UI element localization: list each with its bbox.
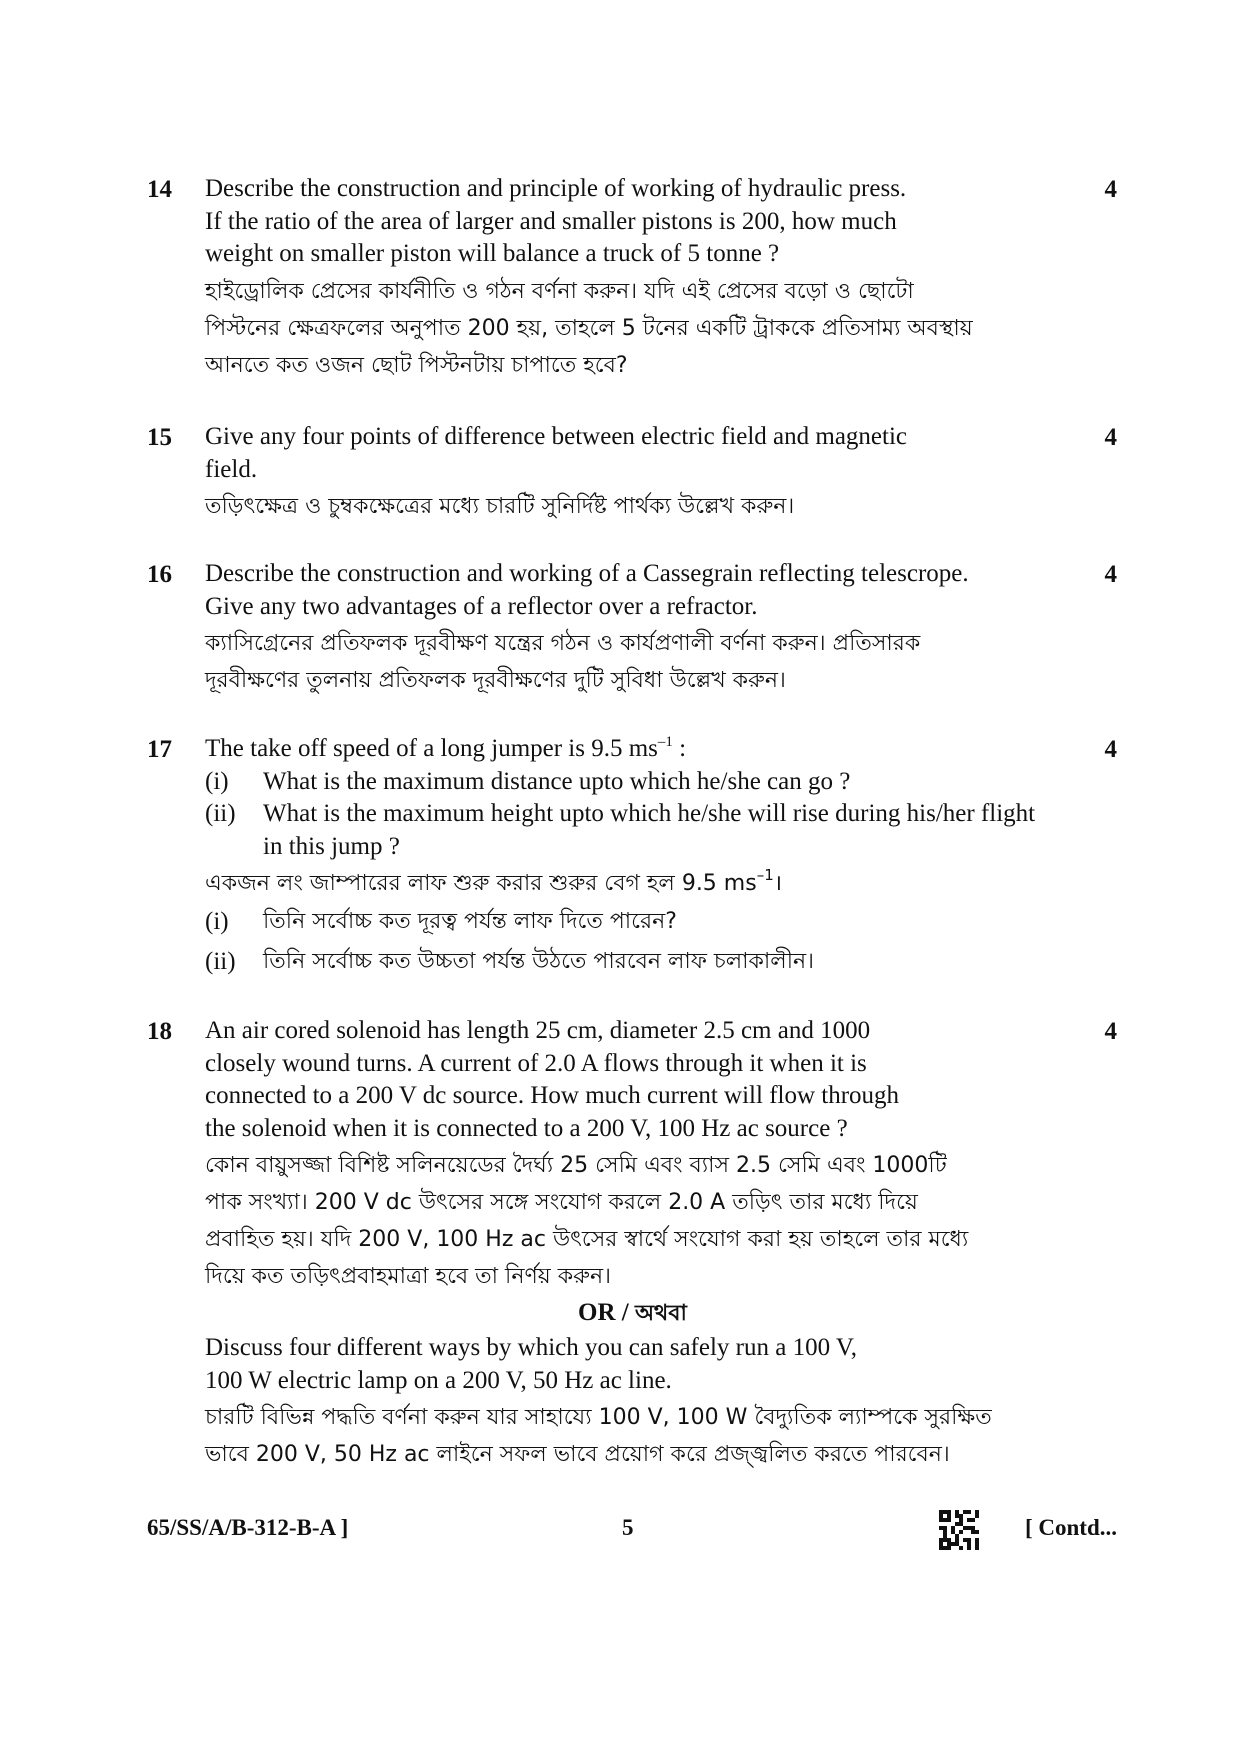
sub-question-bn: [205, 902, 1060, 942]
sub-question-label: (ii): [205, 800, 236, 827]
continued-label: [ Contd...: [1024, 1515, 1117, 1540]
question-intro-en: The take off speed of a long jumper is 9.5 $ms^{-1}$ :: [205, 734, 687, 762]
question-text-bn-line: পাক সংখ্যা। 200 V dc উৎসের সঙ্গে সংযোগ করলে 2.0 A তড়িৎ তার মধ্যে দিয়ে: [205, 1190, 918, 1215]
question-text-en-line: An air cored solenoid has length 25 cm, diameter 2.5 cm and 1000: [205, 1017, 871, 1044]
qr-code-icon: [939, 1510, 979, 1550]
question-text-en-line: If the ratio of the area of larger and smaller pistons is 200, how much: [205, 207, 897, 235]
question-text-bn-line: কোন বায়ুসজ্জা বিশিষ্ট সলিনয়েডের দৈর্ঘ্য 25 সেমি এবং ব্যাস 2.5 সেমি এবং 1000টি: [205, 1153, 947, 1178]
question-number: 15: [147, 424, 172, 451]
sub-question-label: (ii): [205, 948, 236, 975]
sub-question: [205, 798, 1060, 863]
page-footer: [147, 1510, 1117, 1550]
question-marks: 4: [1104, 736, 1117, 763]
question-text-en-line: the solenoid when it is connected to a 200 V, 100 Hz ac source ?: [205, 1114, 848, 1142]
question-text-bn-line: আনতে কত ওজন ছোট পিস্টনটায় চাপাতে হবে?: [205, 352, 628, 378]
alternative-text-en-line: Discuss four different ways by which you can safely run a 100 V,: [205, 1334, 857, 1361]
question-marks: 4: [1104, 424, 1117, 451]
question-text-en-line: field.: [205, 455, 258, 483]
alternative-text-bn-line: চারটি বিভিন্ন পদ্ধতি বর্ণনা করুন যার সাহায্যে 100 V, 100 W বৈদ্যুতিক ল্যাম্পকে সুরক্ষিত: [205, 1405, 992, 1430]
question-text-en-line: Give any four points of difference between electric field and magnetic: [205, 423, 908, 450]
sub-question-bn: [205, 942, 1060, 982]
question-body: [205, 421, 1060, 525]
question-marks: 4: [1104, 561, 1117, 588]
question-number: 16: [147, 561, 172, 588]
alternative-text-en-line: 100 W electric lamp on a 200 V, 50 Hz ac line.: [205, 1366, 672, 1394]
sub-question-text: তিনি সর্বোচ্চ কত উচ্চতা পর্যন্ত উঠতে পারবেন লাফ চলাকালীন।: [263, 949, 814, 974]
sub-question-text: What is the maximum distance upto which he/she can go ?: [263, 767, 851, 795]
question-text-bn-line: প্রবাহিত হয়। যদি 200 V, 100 Hz ac উৎসের স্বার্থে সংযোগ করা হয় তাহলে তার মধ্যে: [205, 1227, 969, 1252]
page-number: 5: [622, 1515, 634, 1540]
alternative-text-bn-line: ভাবে 200 V, 50 Hz ac লাইনে সফল ভাবে প্রয়োগ করে প্রজ্জ্বলিত করতে পারবেন।: [205, 1442, 950, 1467]
sub-question-text: তিনি সর্বোচ্চ কত দূরত্ব পর্যন্ত লাফ দিতে পারেন?: [263, 909, 677, 934]
question-text-bn-line: দিয়ে কত তড়িৎপ্রবাহমাত্রা হবে তা নির্ণয় করুন।: [205, 1264, 612, 1289]
question-text-en-line: connected to a 200 V dc source. How much current will flow through: [205, 1082, 900, 1109]
question-number: 17: [147, 736, 172, 763]
sub-question-text: What is the maximum height upto which he/she will rise during his/her flight in this jump ?: [263, 800, 1036, 860]
question-text-bn-line: তড়িৎক্ষেত্র ও চুম্বকক্ষেত্রের মধ্যে চারটি সুনির্দিষ্ট পার্থক্য উল্লেখ করুন।: [205, 494, 795, 519]
question-text-en-line: Describe the construction and principle of working of hydraulic press.: [205, 175, 907, 202]
question-body: [205, 733, 1060, 982]
question-body: [205, 558, 1060, 699]
question-marks: 4: [1104, 1018, 1117, 1045]
sub-question: [205, 766, 1060, 799]
question-body: [205, 1015, 1060, 1473]
question-text-en-line: closely wound turns. A current of 2.0 A flows through it when it is: [205, 1049, 867, 1077]
or-separator: OR / অথবা: [578, 1299, 687, 1326]
question-text-en-line: weight on smaller piston will balance a truck of 5 tonne ?: [205, 240, 780, 267]
question-number: 18: [147, 1018, 172, 1045]
question-intro-bn: একজন লং জাম্পারের লাফ শুরু করার শুরুর বেগ হল 9.5 $ms^{-1}।$: [205, 866, 783, 896]
question-text-bn-line: দূরবীক্ষণের তুলনায় প্রতিফলক দূরবীক্ষণের দুটি সুবিধা উল্লেখ করুন।: [205, 668, 786, 693]
question-text-bn-line: হাইড্রোলিক প্রেসের কার্যনীতি ও গঠন বর্ণনা করুন। যদি এই প্রেসের বড়ো ও ছোটো: [205, 278, 914, 304]
question-text-en-line: Give any two advantages of a reflector over a refractor.: [205, 592, 758, 620]
question-marks: 4: [1104, 176, 1117, 203]
question-text-bn-line: ক্যাসিগ্রেনের প্রতিফলক দূরবীক্ষণ যন্ত্রের গঠন ও কার্যপ্রণালী বর্ণনা করুন। প্রতিসারক: [205, 631, 921, 656]
question-text-en-line: Describe the construction and working of a Cassegrain reflecting telescrope.: [205, 560, 969, 587]
sub-question-label: (i): [205, 908, 229, 935]
question-body: [205, 173, 1060, 384]
sub-question-label: (i): [205, 767, 229, 795]
question-text-bn-line: পিস্টনের ক্ষেত্রফলের অনুপাত 200 হয়, তাহলে 5 টনের একটি ট্রাককে প্রতিসাম্য অবস্থায়: [205, 315, 973, 341]
question-number: 14: [147, 176, 172, 203]
paper-code: 65/SS/A/B-312-B-A ]: [147, 1515, 349, 1540]
